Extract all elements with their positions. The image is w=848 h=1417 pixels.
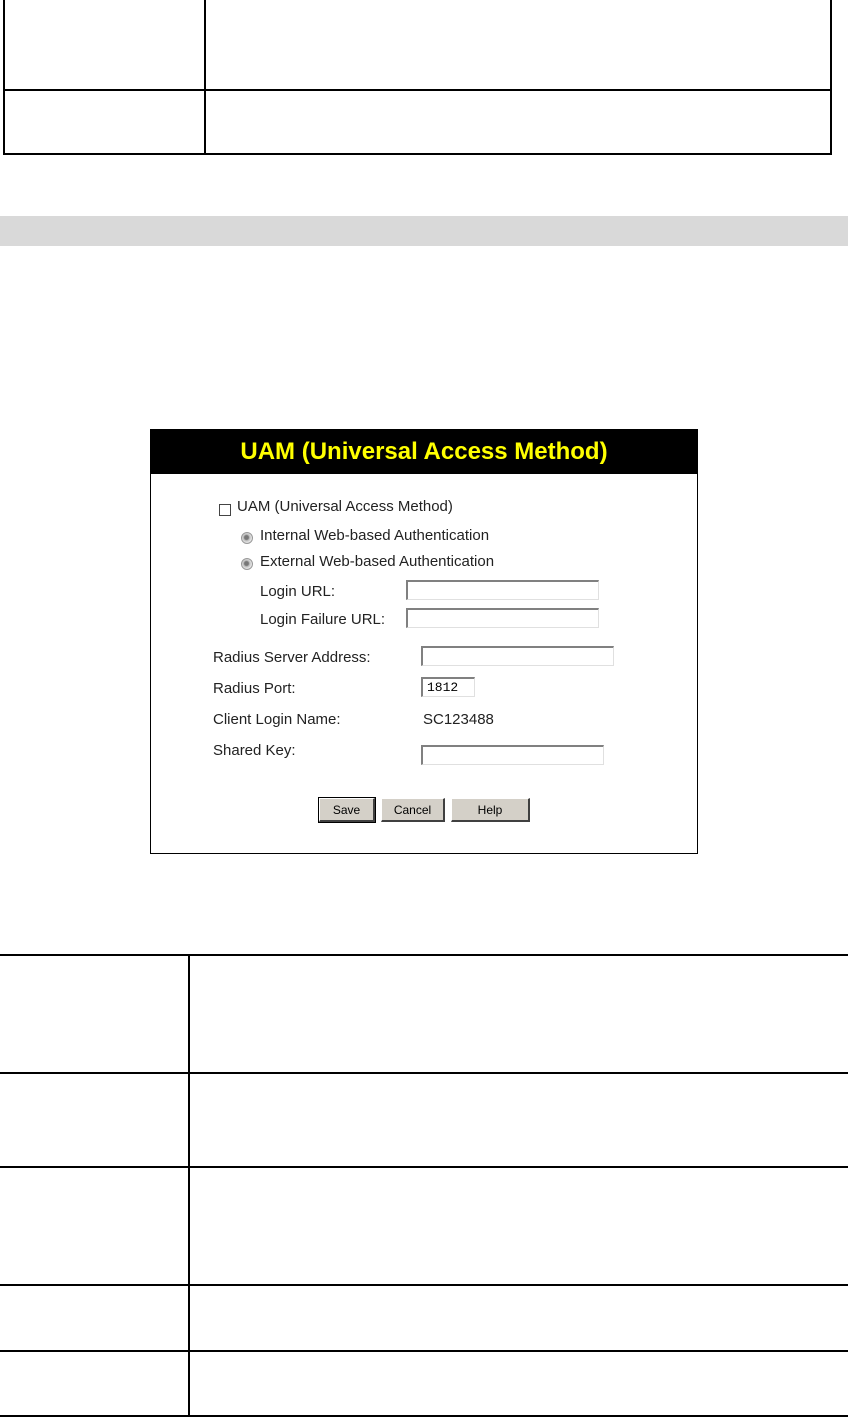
table-divider (188, 956, 190, 1415)
table-divider (204, 0, 206, 153)
radius-port-input[interactable]: 1812 (421, 677, 475, 697)
login-url-input[interactable] (406, 580, 599, 600)
panel-title: UAM (Universal Access Method) (151, 430, 697, 474)
help-button[interactable]: Help (451, 798, 530, 822)
cancel-button[interactable]: Cancel (381, 798, 445, 822)
table-row-divider (0, 1350, 848, 1352)
internal-auth-label: Internal Web-based Authentication (260, 527, 490, 544)
uam-enable-label: UAM (Universal Access Method) (237, 498, 453, 515)
radius-port-label: Radius Port: (213, 680, 296, 697)
login-url-label: Login URL: (260, 583, 336, 600)
table-row-divider (0, 1166, 848, 1168)
internal-auth-radio[interactable] (241, 532, 253, 544)
login-failure-url-input[interactable] (406, 608, 599, 628)
bottom-definition-table (0, 954, 848, 1417)
radius-server-input[interactable] (421, 646, 614, 666)
external-auth-radio[interactable] (241, 558, 253, 570)
uam-enable-checkbox[interactable] (219, 504, 231, 516)
login-failure-url-label: Login Failure URL: (260, 611, 386, 628)
shared-key-label: Shared Key: (213, 742, 296, 759)
client-login-name-label: Client Login Name: (213, 711, 341, 728)
section-heading-bar (0, 216, 848, 246)
client-login-name-value: SC123488 (423, 711, 494, 728)
top-definition-table (3, 0, 832, 155)
shared-key-input[interactable] (421, 745, 604, 765)
uam-settings-panel (150, 429, 698, 854)
radius-server-label: Radius Server Address: (213, 649, 371, 666)
table-row-divider (5, 89, 830, 91)
external-auth-label: External Web-based Authentication (260, 553, 495, 570)
save-button[interactable]: Save (319, 798, 375, 822)
table-row-divider (0, 1284, 848, 1286)
table-row-divider (0, 1072, 848, 1074)
